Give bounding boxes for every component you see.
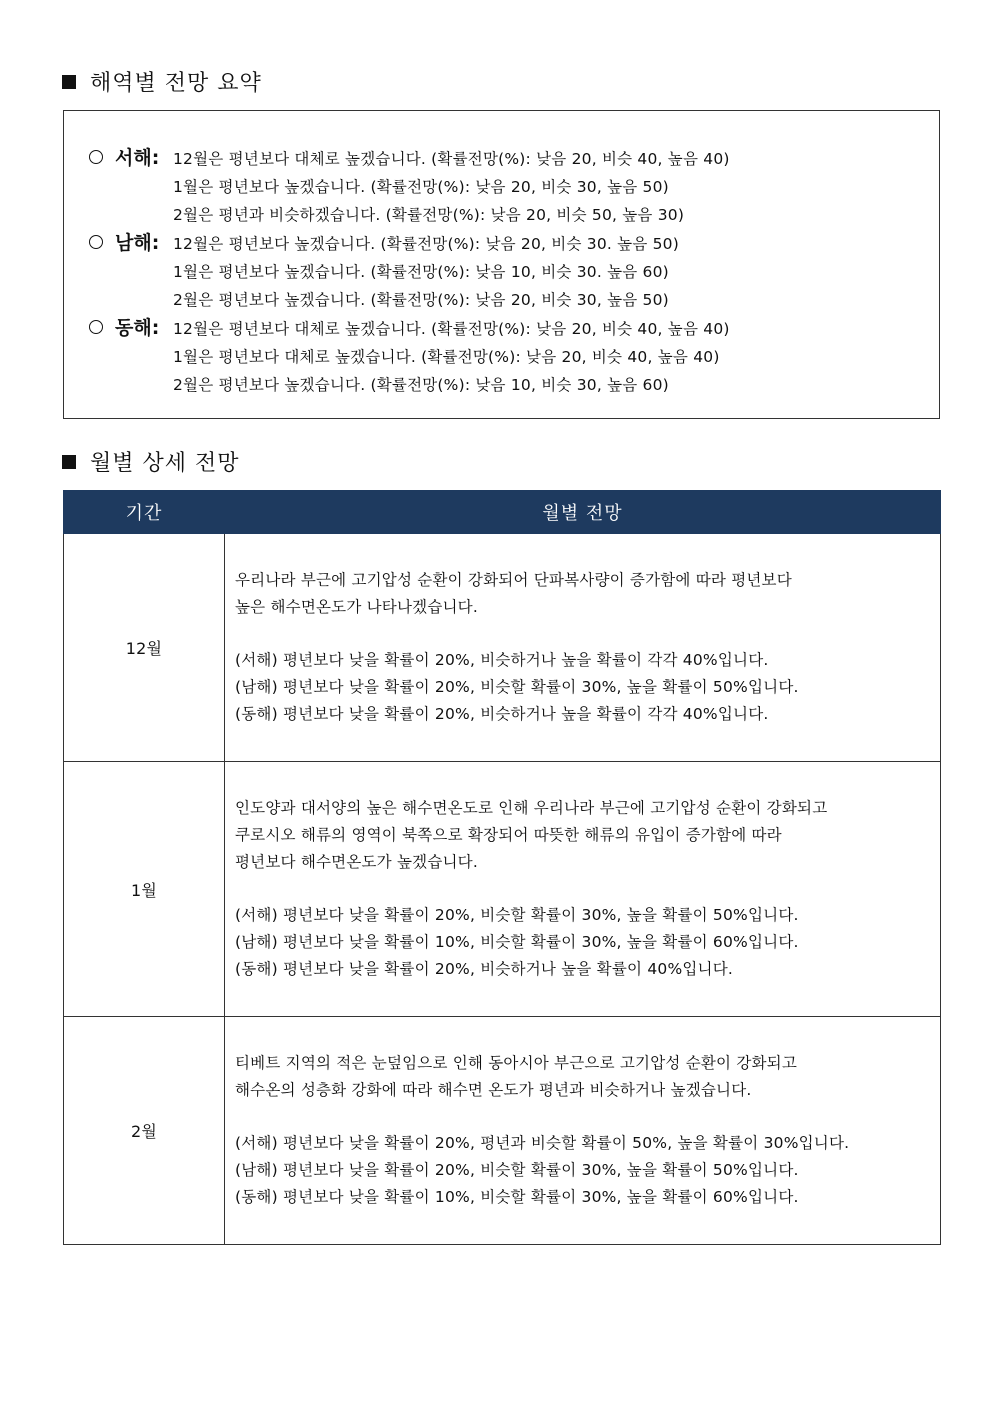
table-row — [64, 1017, 941, 1245]
summary-line: 2월은 평년과 비슷하겠습니다. (확률전망(%): 낮음 20, 비슷 50, 높음 30) — [173, 206, 685, 224]
detail-line: (동해) 평년보다 낮을 확률이 20%, 비슷하거나 높을 확률이 각각 40%입니다. — [235, 705, 769, 723]
period-cell: 2월 — [64, 1017, 225, 1245]
table-header-row — [64, 491, 941, 534]
intro-line: 평년보다 해수면온도가 높겠습니다. — [235, 853, 478, 871]
summary-line: 2월은 평년보다 높겠습니다. (확률전망(%): 낮음 20, 비슷 30, 높음 50) — [173, 291, 669, 309]
circle-bullet-icon — [89, 150, 103, 164]
detail-line: (남해) 평년보다 낮을 확률이 20%, 비슷할 확률이 30%, 높을 확률이 50%입니다. — [235, 1161, 799, 1179]
table-row — [64, 534, 941, 762]
detail-line: (동해) 평년보다 낮을 확률이 20%, 비슷하거나 높을 확률이 40%입니다. — [235, 960, 734, 978]
detail-line: (남해) 평년보다 낮을 확률이 10%, 비슷할 확률이 30%, 높을 확률이 60%입니다. — [235, 933, 799, 951]
intro-line: 쿠로시오 해류의 영역이 북쪽으로 확장되어 따뜻한 해류의 유입이 증가함에 따라 — [235, 826, 782, 844]
detail-line: (서해) 평년보다 낮을 확률이 20%, 비슷하거나 높을 확률이 각각 40%입니다. — [235, 651, 769, 669]
square-bullet-icon — [62, 75, 76, 89]
summary-line: 12월은 평년보다 대체로 높겠습니다. (확률전망(%): 낮음 20, 비슷 40, 높음 40) — [173, 150, 730, 168]
outlook-cell — [225, 534, 941, 762]
summary-line: 1월은 평년보다 높겠습니다. (확률전망(%): 낮음 10, 비슷 30. 높음 60) — [173, 263, 669, 281]
monthly-detail-table — [63, 490, 941, 1245]
detail-line: (서해) 평년보다 낮을 확률이 20%, 비슷할 확률이 30%, 높을 확률이 50%입니다. — [235, 906, 799, 924]
square-bullet-icon — [62, 455, 76, 469]
summary-line: 2월은 평년보다 높겠습니다. (확률전망(%): 낮음 10, 비슷 30, 높음 60) — [173, 376, 669, 394]
detail-line: (남해) 평년보다 낮을 확률이 20%, 비슷할 확률이 30%, 높을 확률이 50%입니다. — [235, 678, 799, 696]
detail-line: (동해) 평년보다 낮을 확률이 10%, 비슷할 확률이 30%, 높을 확률이 60%입니다. — [235, 1188, 799, 1206]
period-cell: 1월 — [64, 762, 225, 1017]
intro-line: 높은 해수면온도가 나타나겠습니다. — [235, 598, 478, 616]
intro-line: 해수온의 성층화 강화에 따라 해수면 온도가 평년과 비슷하거나 높겠습니다. — [235, 1081, 752, 1099]
region-label: 서해: — [115, 147, 160, 169]
table-row — [64, 762, 941, 1017]
intro-line: 티베트 지역의 적은 눈덮임으로 인해 동아시아 부근으로 고기압성 순환이 강화되고 — [235, 1054, 798, 1072]
circle-bullet-icon — [89, 320, 103, 334]
summary-line: 12월은 평년보다 대체로 높겠습니다. (확률전망(%): 낮음 20, 비슷 40, 높음 40) — [173, 320, 730, 338]
region-label: 남해: — [115, 232, 160, 254]
circle-bullet-icon — [89, 235, 103, 249]
section-title-summary — [62, 66, 262, 97]
region-label: 동해: — [115, 317, 160, 339]
header-outlook: 월별 전망 — [225, 491, 941, 534]
section-title-text: 해역별 전망 요약 — [90, 71, 262, 96]
outlook-cell — [225, 1017, 941, 1245]
summary-box — [63, 110, 940, 419]
summary-line: 12월은 평년보다 높겠습니다. (확률전망(%): 낮음 20, 비슷 30. 높음 50) — [173, 235, 679, 253]
detail-line: (서해) 평년보다 낮을 확률이 20%, 평년과 비슷할 확률이 50%, 높을 확률이 30%입니다. — [235, 1134, 850, 1152]
summary-line: 1월은 평년보다 높겠습니다. (확률전망(%): 낮음 20, 비슷 30, 높음 50) — [173, 178, 669, 196]
intro-line: 우리나라 부근에 고기압성 순환이 강화되어 단파복사량이 증가함에 따라 평년보다 — [235, 571, 792, 589]
section-title-text: 월별 상세 전망 — [90, 451, 240, 476]
section-title-monthly — [62, 446, 240, 477]
summary-line: 1월은 평년보다 대체로 높겠습니다. (확률전망(%): 낮음 20, 비슷 40, 높음 40) — [173, 348, 720, 366]
intro-line: 인도양과 대서양의 높은 해수면온도로 인해 우리나라 부근에 고기압성 순환이 강화되고 — [235, 799, 828, 817]
outlook-cell — [225, 762, 941, 1017]
header-period: 기간 — [64, 491, 225, 534]
period-cell: 12월 — [64, 534, 225, 762]
